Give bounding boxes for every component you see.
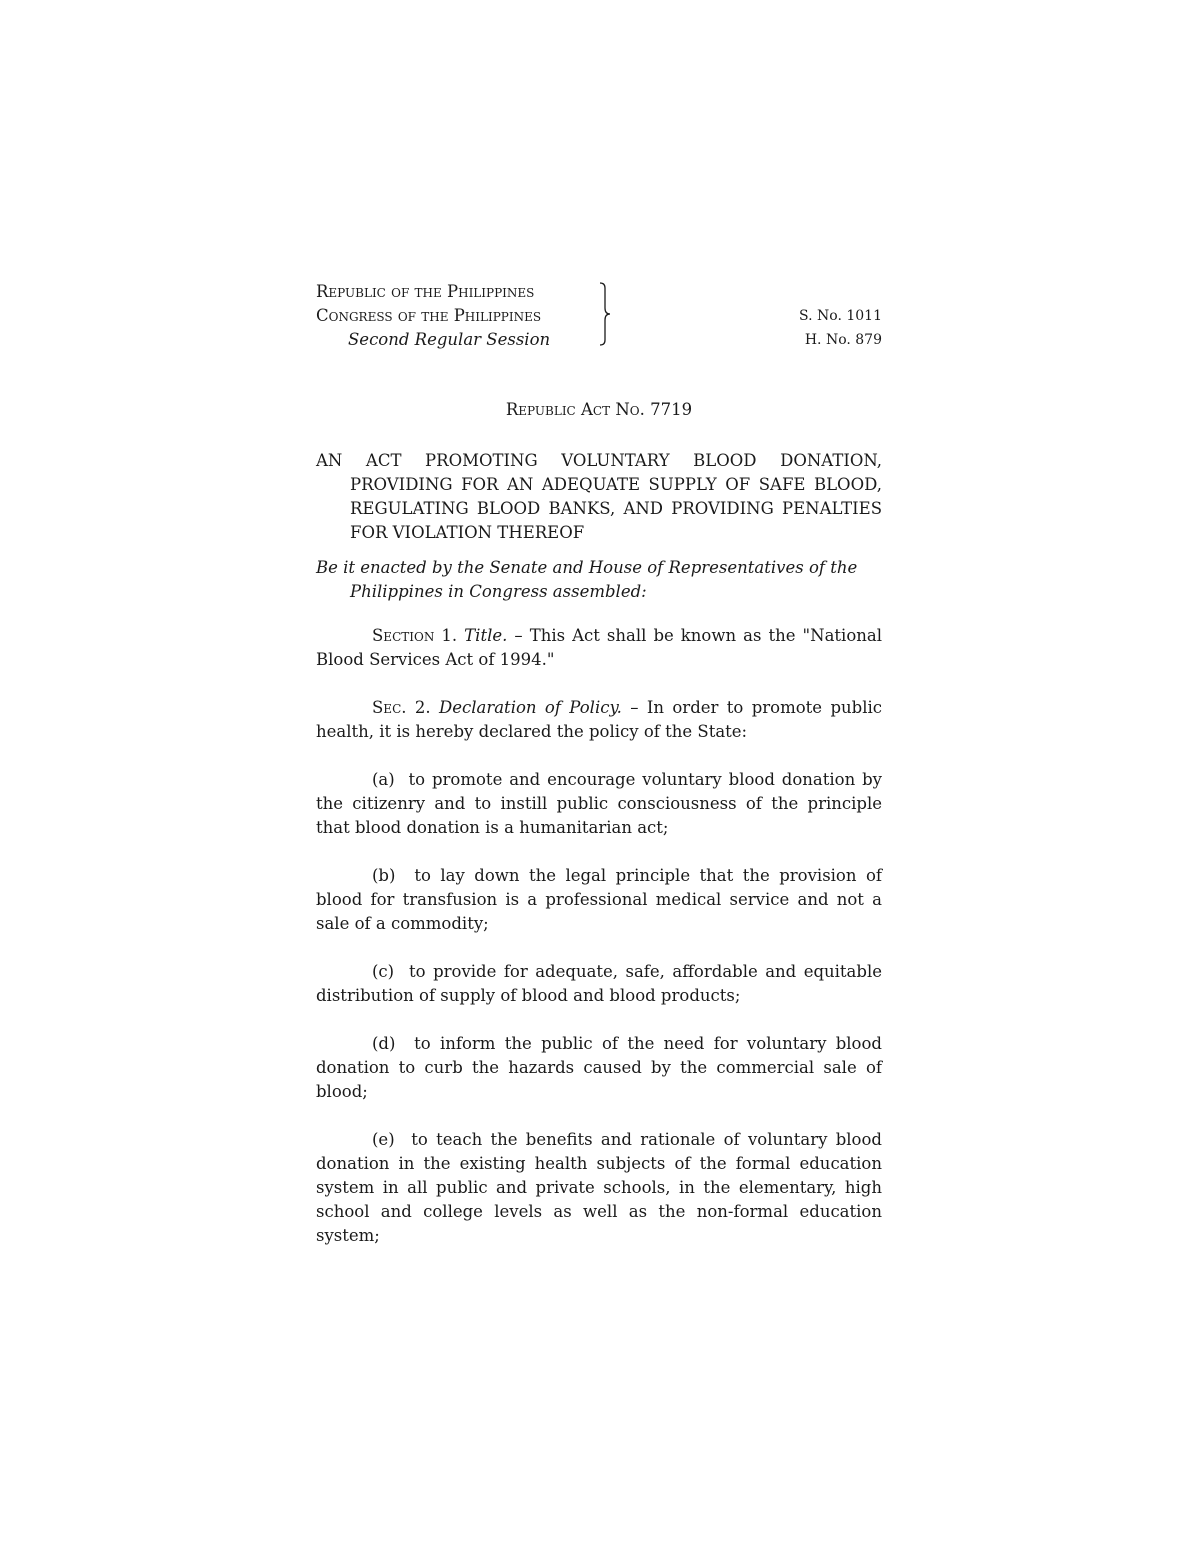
house-bill-number: H. No. 879 [804,332,882,348]
issuing-body [316,280,616,352]
policy-item-b [316,864,882,936]
right-brace-icon [599,282,611,346]
item-marker: (b) [372,866,396,885]
policy-item-d [316,1032,882,1104]
item-text: to lay down the legal principle that the provision of blood for transfusion is a professional medical service and not a sale of a commodity; [316,866,882,933]
session-line: Second Regular Session [348,330,551,349]
section-2 [316,696,882,744]
item-marker: (d) [372,1034,396,1053]
bill-numbers [799,304,882,352]
section-2-label: Sec. 2. [372,698,431,717]
senate-bill-number: S. No. 1011 [799,308,882,324]
republic-line: Republic of the Philippines [316,282,535,301]
policy-item-a [316,768,882,840]
policy-item-e [316,1128,882,1248]
section-1 [316,624,882,672]
section-1-text: – This Act shall be known as the "National Blood Services Act of 1994." [316,626,882,669]
document-page [316,278,882,1248]
section-1-label: Section 1. [372,626,458,645]
item-text: to inform the public of the need for voluntary blood donation to curb the hazards caused by the commercial sale of blood; [316,1034,882,1101]
policy-item-c [316,960,882,1008]
section-2-text: – In order to promote public health, it is hereby declared the policy of the State: [316,698,882,741]
item-marker: (e) [372,1130,395,1149]
document-header [316,278,882,354]
item-text: to teach the benefits and rationale of voluntary blood donation in the existing health subjects of the formal education system in all public and private schools, in the elementary, high school and college levels as well as the non-formal education system; [316,1130,882,1245]
section-1-heading: Title. [464,626,508,645]
act-number-value: 7719 [650,400,693,419]
section-2-heading: Declaration of Policy. [438,698,622,717]
item-marker: (a) [372,770,395,789]
act-number [316,398,882,422]
congress-line: Congress of the Philippines [316,306,542,325]
item-text: to promote and encourage voluntary blood donation by the citizenry and to instill public consciousness of the principle that blood donation is a humanitarian act; [316,770,883,837]
item-marker: (c) [372,962,395,981]
enacting-clause: Be it enacted by the Senate and House of Representatives of the Philippines in Congress assembled: [316,558,858,601]
item-text: to provide for adequate, safe, affordable and equitable distribution of supply of blood and blood products; [316,962,882,1005]
act-number-label: Republic Act No. [505,400,645,419]
act-title: AN ACT PROMOTING VOLUNTARY BLOOD DONATION, PROVIDING FOR AN ADEQUATE SUPPLY OF SAFE BLOOD, REGULATING BLOOD BANKS, AND PROVIDING PENALTIES FOR VIOLATION THEREOF [316,451,882,542]
